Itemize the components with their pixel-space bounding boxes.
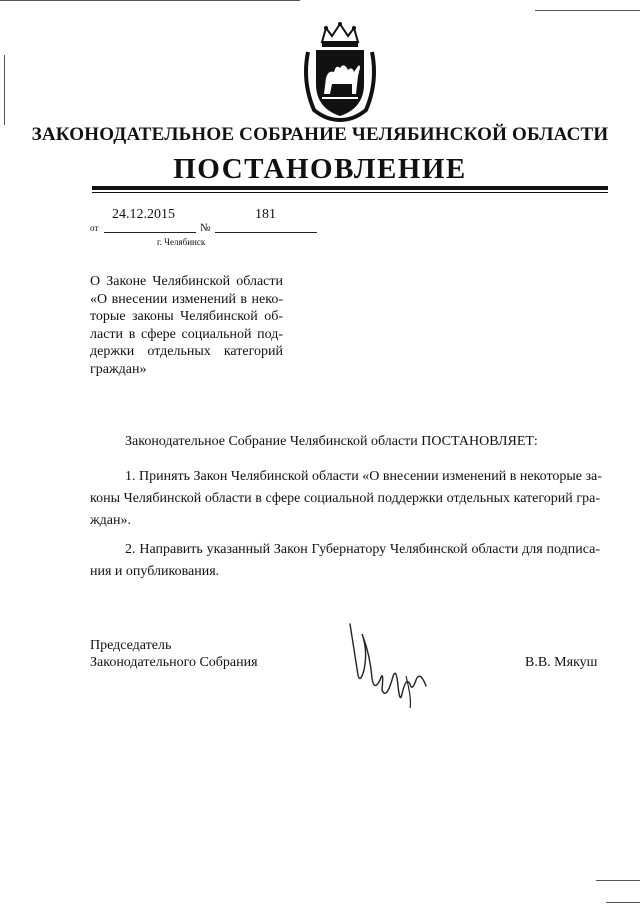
position-line: Законодательного Собрания (90, 655, 258, 670)
title-line: О Законе Челябинской области (90, 274, 283, 289)
position-line: Председатель (90, 638, 172, 653)
paragraph-1 (90, 466, 600, 532)
coat-of-arms-icon (300, 22, 380, 122)
title-line: «О внесении изменений в неко- (90, 291, 283, 307)
scan-artifact-left-edge (4, 55, 5, 125)
organization-name: ЗАКОНОДАТЕЛЬНОЕ СОБРАНИЕ ЧЕЛЯБИНСКОЙ ОБЛАСТИ (31, 124, 609, 145)
header-rule-thick (92, 186, 608, 190)
document-type: ПОСТАНОВЛЕНИЕ (173, 153, 467, 185)
number-sign: № (200, 222, 211, 234)
title-line: ласти в сфере социальной под- (90, 326, 283, 342)
paragraph-line: 1. Принять Закон Челябинской области «О внесении изменений в некоторые за- (125, 469, 602, 484)
title-line: граждан» (90, 361, 147, 377)
scan-artifact-bottom-right (596, 880, 640, 881)
date-prefix: от (90, 223, 99, 233)
document-date: 24.12.2015 (112, 207, 175, 222)
signatory-name: В.В. Мякуш (525, 655, 598, 670)
document-title (90, 273, 283, 378)
document-city: г. Челябинск (157, 237, 206, 247)
handwritten-signature (340, 620, 440, 710)
preamble: Законодательное Собрание Челябинской области ПОСТАНОВЛЯЕТ: (125, 434, 538, 449)
document-number: 181 (255, 207, 276, 222)
paragraph-line: коны Челябинской области в сфере социальной поддержки отдельных категорий гра- (90, 491, 600, 506)
scan-artifact-top-left (0, 0, 300, 1)
date-underline (104, 232, 196, 233)
title-line: держки отдельных категорий (90, 344, 283, 359)
header-rule-thin (92, 192, 608, 193)
paragraph-line: 2. Направить указанный Закон Губернатору Челябинской области для подписа- (125, 542, 600, 557)
paragraph-2 (90, 539, 600, 583)
scan-artifact-top-right (535, 10, 640, 11)
paragraph-line: ждан». (90, 513, 132, 528)
title-line: торые законы Челябинской об- (90, 309, 283, 324)
scan-artifact-bottom-right-2 (606, 902, 640, 903)
paragraph-line: ния и опубликования. (90, 564, 220, 579)
number-underline (215, 232, 317, 233)
signatory-position (90, 637, 258, 671)
